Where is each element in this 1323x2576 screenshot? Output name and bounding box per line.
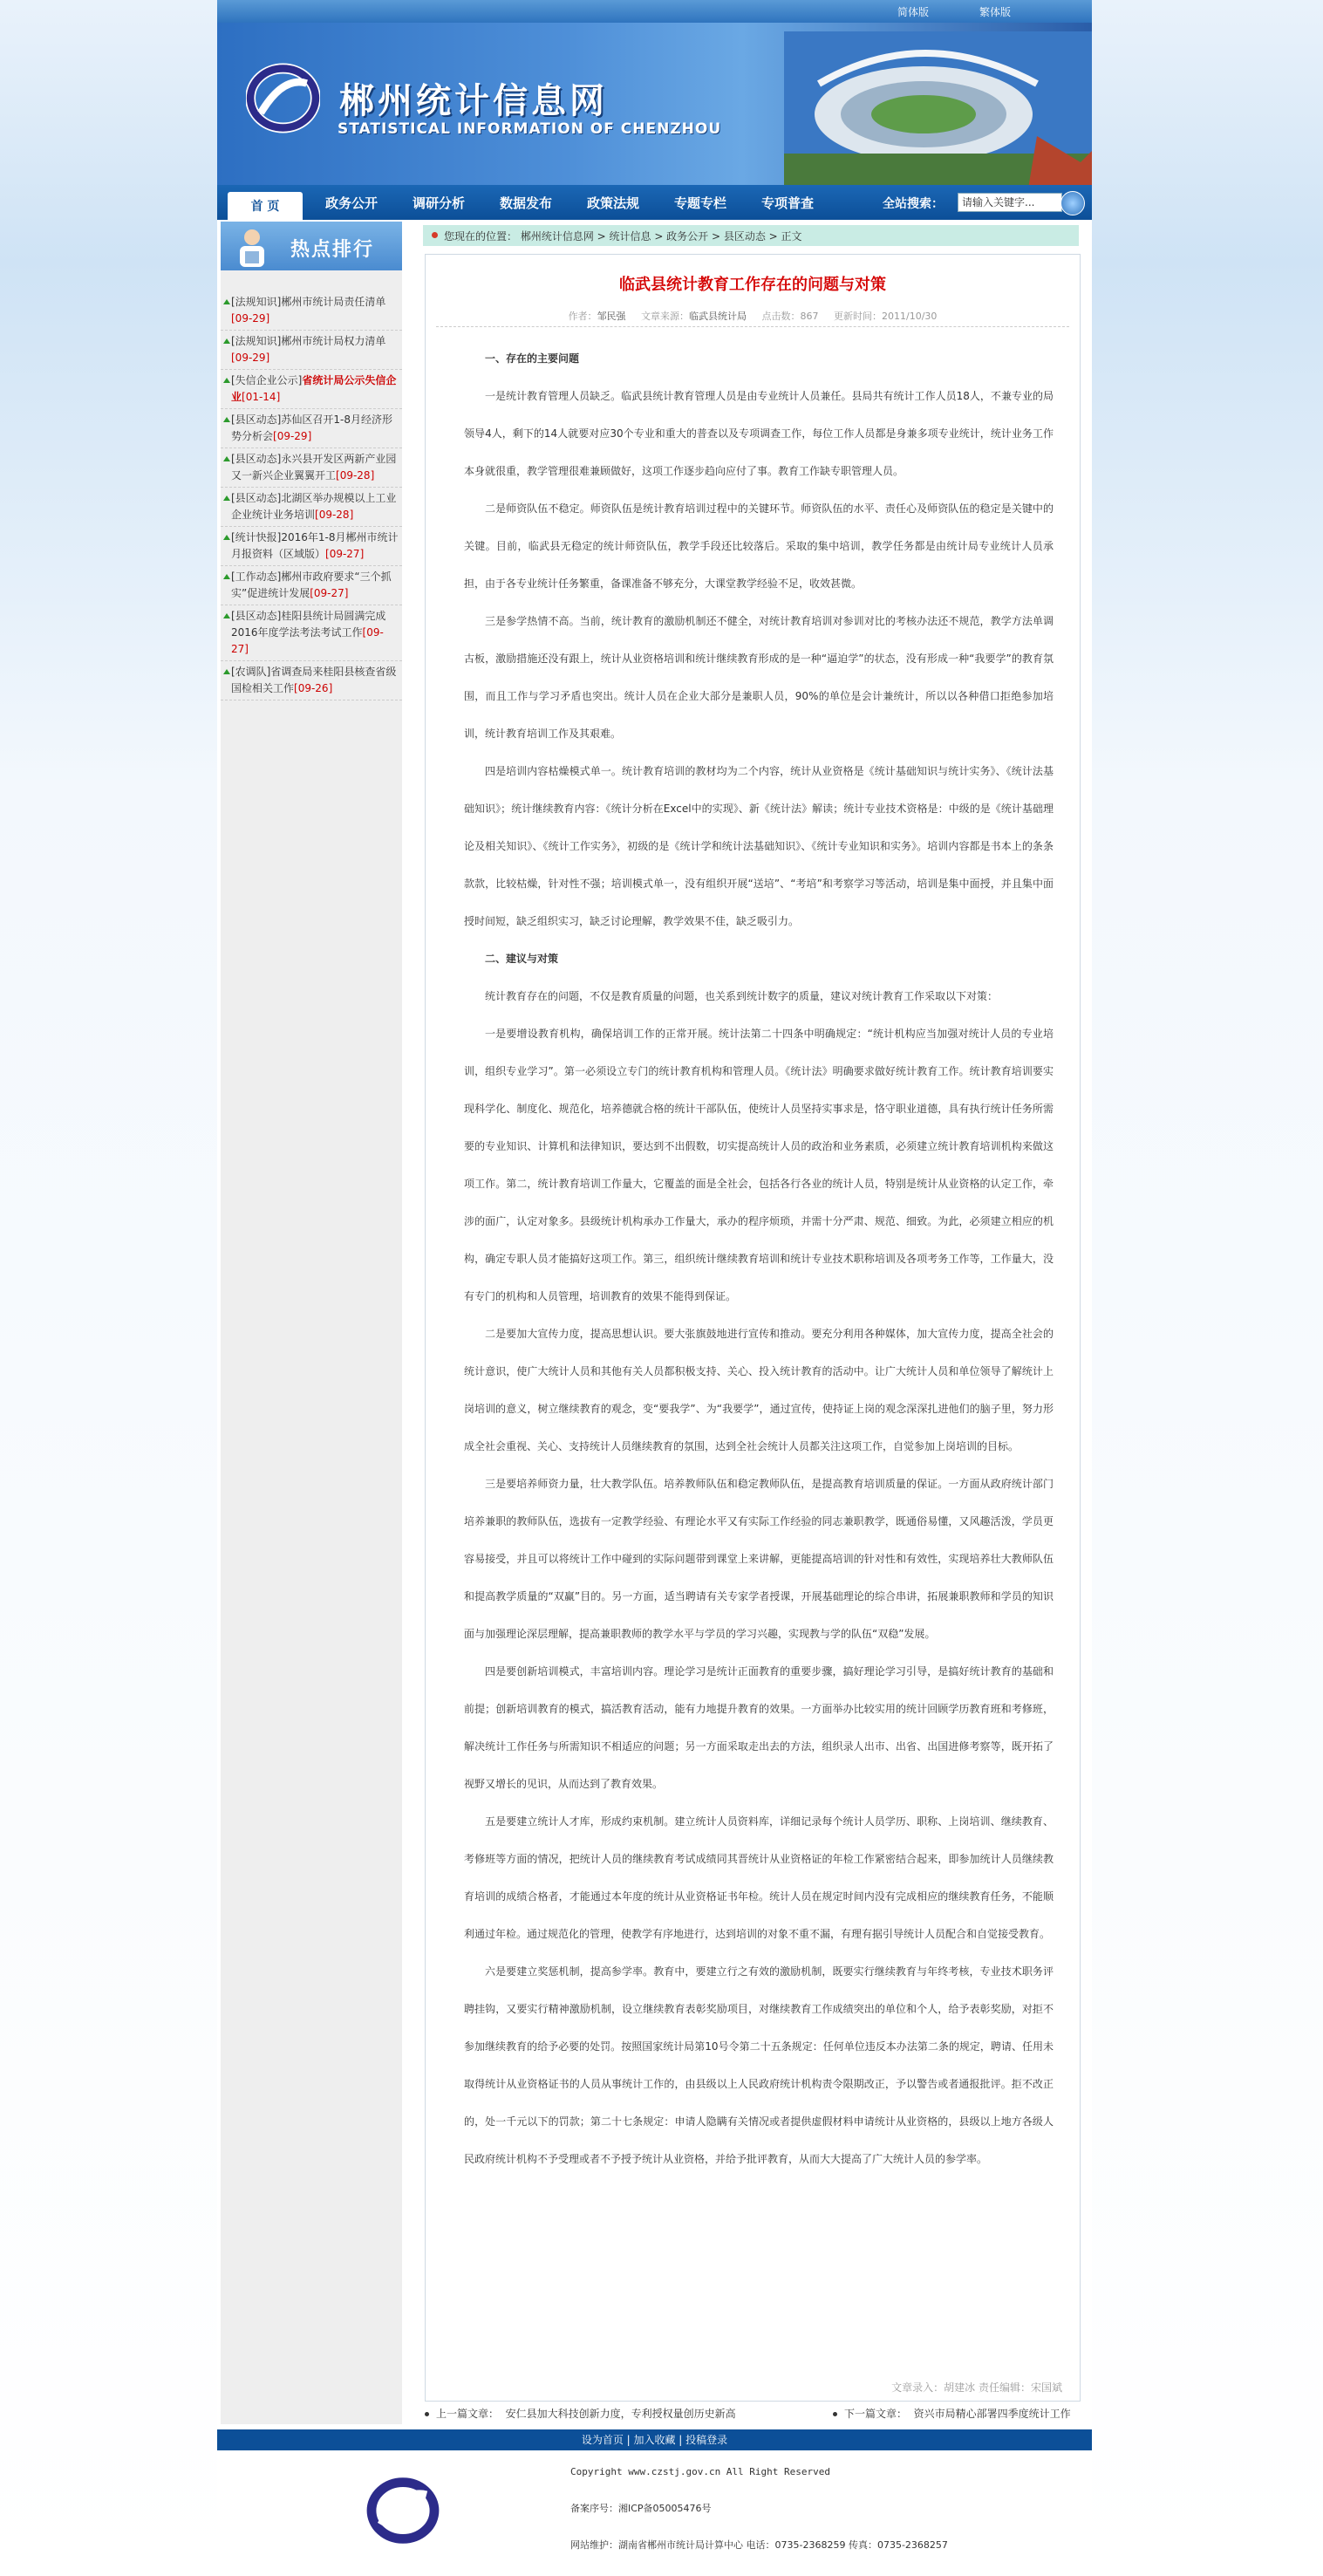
article-hits: 867 — [800, 311, 819, 322]
nav-item-data-release[interactable]: 数据发布 — [500, 195, 553, 211]
article-paragraph: 二是师资队伍不稳定。师资队伍是统计教育培训过程中的关键环节。师资队伍的水平、责任心及师资队伍的稳定是关键中的关键。目前，临武县无稳定的统计师资队伍，教学手段还比较落后。采取的集中培训，教学任务都是由统计局专业统计人员承担，由于各专业统计任务繁重，备课准备不够充分，大课堂教学经验不足，收效甚微。 — [464, 502, 1054, 590]
site-banner — [217, 23, 1092, 185]
site-subtitle: STATISTICAL INFORMATION OF CHENZHOU — [338, 120, 722, 138]
arrow-up-icon — [223, 495, 230, 501]
article-paragraph: 三是参学热情不高。当前，统计教育的激励机制还不健全，对统计教育培训对参训对比的考核办法还不规范，教学方法单调古板，激励措施还没有跟上，统计从业资格培训和统计继续教育形成的是一种“逼迫学”的状态，没有形成一种“我要学”的教育氛围，而且工作与学习矛盾也突出。统计人员在企业大部分是兼职人员，90%的单位是会计兼统计，所以以各种借口拒绝参加培训，统计教育培训工作及其艰难。 — [464, 615, 1054, 740]
section-heading: 二、建议与对策 — [485, 953, 559, 965]
search-label: 全站搜索： — [883, 197, 944, 211]
article-paragraph: 一是要增设教育机构，确保培训工作的正常开展。统计法第二十四条中明确规定：“统计机构应当加强对统计人员的专业培训，组织专业学习”。第一必须设立专门的统计教育机构和管理人员。《统计法》明确要求做好统计教育工作。统计教育培训要实现科学化、制度化、规范化，培养德就合格的统计干部队伍，使统计人员坚持实事求是，恪守职业道德，具有执行统计任务所需要的专业知识、计算机和法律知识，要达到不出假数，切实提高统计人员的政治和业务素质，必须建立统计教育培训机构来做这项工作。第二，统计教育培训工作量大，它覆盖的面是全社会，包括各行各业的统计人员，特别是统计从业资格的认定工作，牵涉的面广，认定对象多。县级统计机构承办工作量大，承办的程序烦琐，并需十分严肃、规范、细致。为此，必须建立相应的机构，确定专职人员才能搞好这项工作。第三，组织统计继续教育培训和统计专业技术职称培训及各项考务工作等，工作量大，没有专门的机构和人员管理，培训教育的效果不能得到保证。 — [464, 1028, 1054, 1302]
footer-nav[interactable]: 设为首页 | 加入收藏 | 投稿登录 — [217, 2429, 1092, 2450]
arrow-up-icon — [223, 338, 230, 344]
bullet-icon — [833, 2412, 837, 2416]
sidebar — [221, 222, 402, 2424]
hot-item[interactable]: [法规知识]郴州市统计局责任清单[09-29] — [221, 291, 402, 331]
arrow-up-icon — [223, 456, 230, 461]
arrow-up-icon — [223, 299, 230, 304]
arrow-up-icon — [223, 613, 230, 618]
prev-article[interactable]: 上一篇文章： 安仁县加大科技创新力度，专利授权量创历史新高 — [425, 2406, 736, 2421]
site-footer — [217, 2450, 1092, 2576]
search-button-icon[interactable] — [1060, 191, 1085, 215]
hot-item[interactable]: [农调队]省调查局来桂阳县核查省级国检相关工作[09-26] — [221, 661, 402, 700]
article-paragraph: 三是要培养师资力量，壮大教学队伍。培养教师队伍和稳定教师队伍，是提高教育培训质量的保证。一方面从政府统计部门培养兼职的教师队伍，选拔有一定教学经验、有理论水平又有实际工作经验的同志兼职教学，既通俗易懂，又风趣活泼，学员更容易接受，并且可以将统计工作中碰到的实际问题带到课堂上来讲解，更能提高培训的针对性和有效性，实现培养壮大教师队伍和提高教学质量的“双赢”目的。另一方面，适当聘请有关专家学者授课，开展基础理论的综合串讲，拓展兼职教师和学员的知识面与加强理论深层理解，提高兼职教师的教学水平与学员的学习兴趣，实现教与学的队伍“双稳”发展。 — [464, 1478, 1054, 1640]
article-paragraph: 六是要建立奖惩机制，提高参学率。教育中，要建立行之有效的激励机制，既要实行继续教育与年终考核，专业技术职务评聘挂钩，又要实行精神激励机制，设立继续教育表彰奖励项目，对继续教育工作成绩突出的单位和个人，给予表彰奖励，对拒不参加继续教育的给予必要的处罚。按照国家统计局第10号令第二十五条规定：任何单位违反本办法第二条的规定，聘请、任用未取得统计从业资格证书的人员从事统计工作的，由县级以上人民政府统计机构责令限期改正，予以警告或者通报批评。拒不改正的，处一千元以下的罚款；第二十七条规定：申请人隐瞒有关情况或者提供虚假材料申请统计从业资格的，县级以上地方各级人民政府统计机构不予受理或者不予授予统计从业资格，并给予批评教育，从而大大提高了广大统计人员的参学率。 — [464, 1965, 1054, 2165]
bullet-icon — [425, 2412, 429, 2416]
hot-item[interactable]: [工作动态]郴州市政府要求“三个抓实”促进统计发展[09-27] — [221, 566, 402, 605]
article-credits: 文章录入：胡建冰 责任编辑：宋国斌 — [891, 2381, 1062, 2394]
article-source: 临武县统计局 — [689, 311, 747, 322]
top-bar — [217, 0, 1092, 23]
hot-item[interactable]: [县区动态]永兴县开发区两新产业园又一新兴企业翼翼开工[09-28] — [221, 448, 402, 488]
article-paragraph: 五是要建立统计人才库，形成约束机制。建立统计人员资料库，详细记录每个统计人员学历、职称、上岗培训、继续教育、考修班等方面的情况，把统计人员的继续教育考试成绩同其晋统计从业资格证的年检工作紧密结合起来，即参加统计人员继续教育培训的成绩合格者，才能通过本年度的统计从业资格证书年检。统计人员在规定时间内没有完成相应的继续教育任务，不能顺利通过年检。通过规范化的管理，使教学有序地进行，达到培训的对象不重不漏，有理有据引导统计人员配合和自觉接受教育。 — [464, 1815, 1054, 1940]
article-paragraph: 统计教育存在的问题，不仅是教育质量的问题，也关系到统计数字的质量，建议对统计教育工作采取以下对策： — [485, 990, 999, 1002]
article-paragraph: 四是培训内容枯燥模式单一。统计教育培训的教材均为二个内容，统计从业资格是《统计基础知识与统计实务》、《统计法基础知识》；统计继续教育内容：《统计分析在Excel中的实现》、新《统计法》解读；统计专业技术资格是：中级的是《统计基础理论及相关知识》、《统计工作实务》，初级的是《统计学和统计法基础知识》、《统计专业知识和实务》。培训内容都是书本上的条条款款，比较枯燥，针对性不强；培训模式单一，没有组织开展“送培”、“考培”和考察学习等活动，培训是集中面授，并且集中面授时间短，缺乏组织实习，缺乏讨论理解，教学效果不佳，缺乏吸引力。 — [464, 765, 1054, 927]
reader-icon — [233, 227, 271, 269]
stadium-image — [784, 31, 1092, 185]
article-paragraph: 四是要创新培训模式，丰富培训内容。理论学习是统计正面教育的重要步骤，搞好理论学习引导，是搞好统计教育的基础和前提；创新培训教育的模式，搞活教育活动，能有力地提升教育的效果。一方面举办比较实用的统计回顾学历教育班和考修班，解决统计工作任务与所需知识不相适应的问题；另一方面采取走出去的方法，组织录人出市、出省、出国进修考察等，既开拓了视野又增长的见识，从而达到了教育效果。 — [464, 1665, 1054, 1790]
copyright: Copyright www.czstj.gov.cn All Right Reserved — [570, 2466, 831, 2477]
article-author: 邹民强 — [597, 311, 626, 322]
article-body — [464, 340, 1054, 2178]
nav-home[interactable] — [228, 192, 303, 220]
nav-item-research[interactable]: 调研分析 — [413, 195, 466, 211]
arrow-up-icon — [223, 574, 230, 579]
section-heading: 一、存在的主要问题 — [485, 352, 580, 365]
contact-info: 网站维护：湖南省郴州市统计局计算中心 电话：0735-2368259 传真：0735-2368257 — [570, 2539, 948, 2551]
breadcrumb-text[interactable]: 您现在的位置： 郴州统计信息网 > 统计信息 > 政务公开 > 县区动态 > 正文 — [444, 230, 802, 243]
arrow-up-icon — [223, 417, 230, 422]
footer-logo-icon — [364, 2471, 442, 2550]
hot-item[interactable]: [统计快报]2016年1-8月郴州市统计月报资料（区域版）[09-27] — [221, 527, 402, 566]
hot-ranking-title: 热点排行 — [290, 239, 375, 261]
article-paragraph: 一是统计教育管理人员缺乏。临武县统计教育管理人员是由专业统计人员兼任。县局共有统计工作人员18人，不兼专业的局领导4人，剩下的14人就要对应30个专业和重大的普查以及专项调查工作，每位工作人员都是身兼多项专业统计，统计业务工作本身就很重，教学管理很难兼顾做好，这项工作逐步趋向应付了事。教育工作缺专职管理人员。 — [464, 390, 1054, 477]
article-title: 临武县统计教育工作存在的问题与对策 — [619, 276, 886, 294]
arrow-up-icon — [223, 535, 230, 540]
hot-ranking-header — [221, 222, 402, 270]
location-icon — [432, 232, 438, 238]
next-article[interactable]: 下一篇文章： 资兴市局精心部署四季度统计工作 — [833, 2406, 1071, 2421]
hot-item[interactable]: [县区动态]苏仙区召开1-8月经济形势分析会[09-29] — [221, 409, 402, 448]
article-meta: 作者：邹民强 文章来源：临武县统计局 点击数：867 更新时间：2011/10/30 — [568, 311, 938, 322]
main-nav — [217, 185, 1092, 220]
simplified-link[interactable]: 简体版 — [897, 6, 930, 18]
page-container — [217, 0, 1092, 2576]
article-pager — [425, 2406, 1079, 2423]
article-updated: 2011/10/30 — [882, 311, 938, 322]
hot-item[interactable]: [县区动态]桂阳县统计局圆满完成2016年度学法考法考试工作[09-27] — [221, 605, 402, 661]
site-title: 郴州统计信息网 — [339, 81, 608, 121]
article-panel — [425, 254, 1081, 2402]
icp-record: 备案序号：湘ICP备05005476号 — [570, 2503, 712, 2514]
hot-item[interactable]: [失信企业公示]省统计局公示失信企业[01-14] — [221, 370, 402, 409]
traditional-link[interactable]: 繁体版 — [979, 6, 1012, 18]
hot-item[interactable]: [法规知识]郴州市统计局权力清单[09-29] — [221, 331, 402, 370]
breadcrumb — [423, 225, 1079, 246]
nav-item-policy[interactable]: 政策法规 — [587, 195, 640, 211]
arrow-up-icon — [223, 378, 230, 383]
hot-ranking-list — [221, 291, 402, 700]
hot-item[interactable]: [县区动态]北湖区举办规模以上工业企业统计业务培训[09-28] — [221, 488, 402, 527]
divider — [436, 326, 1069, 327]
nav-item-government[interactable]: 政务公开 — [325, 195, 378, 211]
nav-item-census[interactable]: 专项普查 — [761, 195, 815, 211]
article-paragraph: 二是要加大宣传力度，提高思想认识。要大张旗鼓地进行宣传和推动。要充分利用各种媒体，加大宣传力度，提高全社会的统计意识，使广大统计人员和其他有关人员都积极支持、关心、投入统计教育的活动中。让广大统计人员和单位领导了解统计上岗培训的意义，树立继续教育的观念，变“要我学”、为“我要学”，通过宣传，使持证上岗的观念深深扎进他们的脑子里，努力形成全社会重视、关心、支持统计人员继续教育的氛围，达到全社会统计人员都关注这项工作，自觉参加上岗培训的目标。 — [464, 1328, 1054, 1452]
site-logo-icon — [246, 61, 320, 135]
search-input[interactable]: 请输入关键字... — [958, 193, 1062, 212]
nav-home-label: 首 页 — [250, 200, 280, 214]
nav-item-topics[interactable]: 专题专栏 — [674, 195, 727, 211]
arrow-up-icon — [223, 669, 230, 674]
